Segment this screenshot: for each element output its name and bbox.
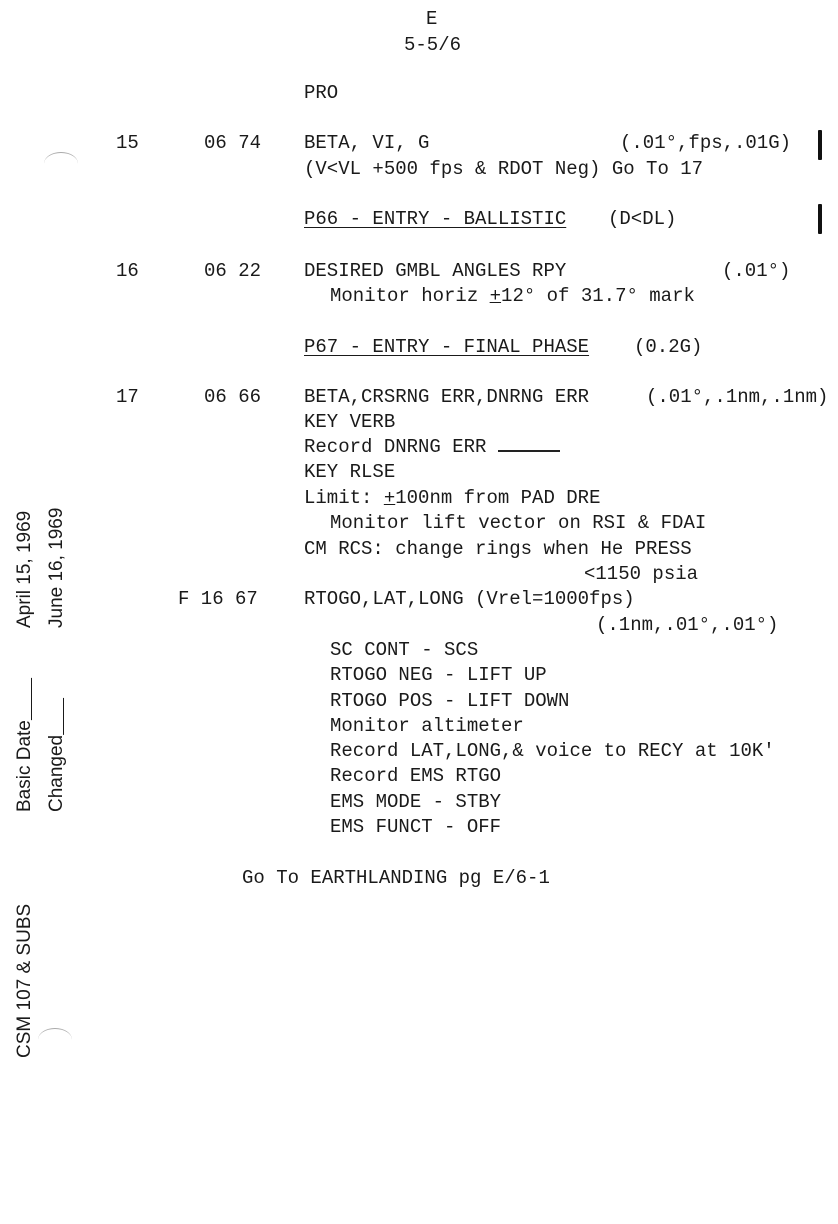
- step-f-units: (.1nm,.01°,.01°): [596, 614, 779, 636]
- step-f-item: RTOGO POS - LIFT DOWN: [330, 690, 570, 712]
- record-blank: [498, 436, 560, 452]
- step-17-line-8: <1150 psia: [584, 563, 699, 585]
- changed-value: June 16, 1969: [46, 507, 67, 628]
- step-17-line-6: Monitor lift vector on RSI & FDAI: [330, 512, 707, 534]
- step-17-line-1: BETA,CRSRNG ERR,DNRNG ERR: [304, 386, 590, 408]
- go-to-footer: Go To EARTHLANDING pg E/6-1: [242, 867, 550, 889]
- p67-title: P67 - ENTRY - FINAL PHASE: [304, 336, 590, 358]
- change-bar: [818, 204, 822, 234]
- step-f-item: Record LAT,LONG,& voice to RECY at 10K': [330, 740, 775, 762]
- step-f-item: RTOGO NEG - LIFT UP: [330, 664, 547, 686]
- step-17-line-2: KEY VERB: [304, 411, 396, 433]
- basic-date-value: April 15, 1969: [14, 510, 35, 628]
- noun-code-17: 06 66: [204, 386, 262, 408]
- step-f-item: EMS FUNCT - OFF: [330, 816, 502, 838]
- step-number-17: 17: [116, 386, 139, 408]
- step-17-line-5: Limit: +100nm from PAD DRE: [304, 487, 601, 509]
- changed-label: Changed: [46, 734, 67, 812]
- section-letter: E: [426, 8, 438, 30]
- noun-code-16: 06 22: [204, 260, 262, 282]
- step-number-16: 16: [116, 260, 139, 282]
- step-17-units: (.01°,.1nm,.1nm): [646, 386, 829, 408]
- step-f-item: SC CONT - SCS: [330, 639, 479, 661]
- step-17-line-4: KEY RLSE: [304, 461, 396, 483]
- step-f-item: Record EMS RTGO: [330, 765, 502, 787]
- p66-condition: (D<DL): [608, 208, 677, 230]
- p66-title: P66 - ENTRY - BALLISTIC: [304, 208, 567, 230]
- step-f-item: Monitor altimeter: [330, 715, 524, 737]
- page-number: 5-5/6: [404, 34, 462, 56]
- noun-code-15: 06 74: [204, 132, 262, 154]
- vehicle-label: CSM 107 & SUBS: [14, 903, 35, 1058]
- program-label: PRO: [304, 82, 339, 104]
- step-15-line-1: BETA, VI, G: [304, 132, 430, 154]
- step-f-line-1: RTOGO,LAT,LONG (Vrel=1000fps): [304, 588, 635, 610]
- basic-date-label: Basic Date: [14, 720, 35, 812]
- step-16-line-1: DESIRED GMBL ANGLES RPY: [304, 260, 567, 282]
- hole-mark: [44, 152, 78, 175]
- flag-noun-code: F 16 67: [178, 588, 258, 610]
- step-16-line-2: Monitor horiz +12° of 31.7° mark: [330, 285, 695, 307]
- step-17-line-7: CM RCS: change rings when He PRESS: [304, 538, 692, 560]
- step-16-units: (.01°): [722, 260, 791, 282]
- step-number-15: 15: [116, 132, 139, 154]
- step-17-line-3: Record DNRNG ERR: [304, 436, 560, 458]
- step-15-units: (.01°,fps,.01G): [620, 132, 792, 154]
- hole-mark: [38, 1028, 72, 1051]
- change-bar: [818, 130, 822, 160]
- step-15-line-2: (V<VL +500 fps & RDOT Neg) Go To 17: [304, 158, 704, 180]
- p67-condition: (0.2G): [634, 336, 703, 358]
- step-f-item: EMS MODE - STBY: [330, 791, 502, 813]
